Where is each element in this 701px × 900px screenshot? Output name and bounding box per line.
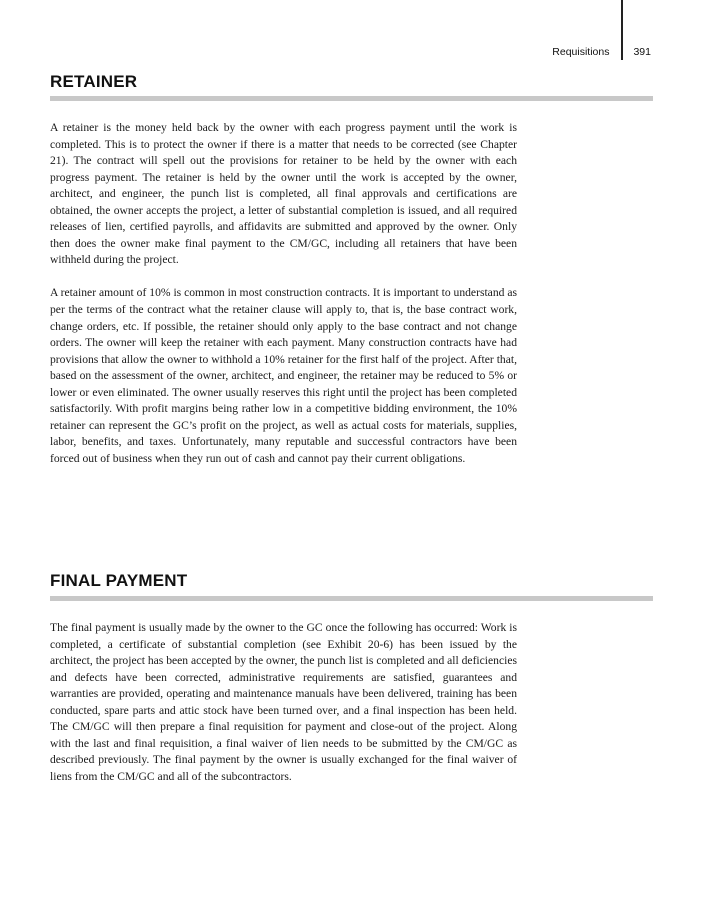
section-body-final-payment <box>50 620 517 802</box>
section-heading-bar <box>50 596 653 601</box>
body-paragraph: The final payment is usually made by the owner to the GC once the following has occurred: Work is completed, a certificate of substantial completion (see Exhibit 20-6) has been issued by the architect, the project has been accepted by the owner, the punch list is completed and all deficiencies and defects have been corrected, administrative requirements are satisfied, guarantees and warranties are provided, operating and maintenance manuals have been delivered, training has been conducted, spare parts and attic stock have been turned over, and a final inspection has been held. The CM/GC will then prepare a final requisition for payment and close-out of the project. Along with the last and final requisition, a final waiver of lien needs to be submitted by the CM/GC as described previously. The final payment by the owner is usually exchanged for the final waiver of liens from the CM/GC and all of the subcontractors. <box>50 621 517 783</box>
section-heading-bar <box>50 96 653 101</box>
section-heading-retainer: RETAINER <box>50 72 138 91</box>
body-paragraph: A retainer is the money held back by the owner with each progress payment until the work is completed. This is to protect the owner if there is a matter that needs to be corrected (see Chapter 21). The contract will spell out the provisions for retainer to be held by the owner with each progress payment. The retainer is held by the owner until the work is accepted by the owner, architect, and engineer, the punch list is completed, all final approvals and certifications are obtained, the owner accepts the project, a letter of substantial completion is issued, and all required releases of lien, certified payrolls, and affidavits are submitted and approved by the owner. Only then does the owner make final payment to the CM/GC, including all retainers that have been withheld during the project. <box>50 121 517 267</box>
section-body-retainer <box>50 120 517 484</box>
running-header-section-name: Requisitions <box>552 46 610 58</box>
body-paragraph: A retainer amount of 10% is common in most construction contracts. It is important to understand as per the terms of the contract what the retainer clause will apply to, that is, the base contract work, change orders, etc. If possible, the retainer should only apply to the base contract and not change orders. The owner will keep the retainer with each payment. Many construction contracts have had provisions that allow the owner to withhold a 10% retainer for the first half of the project. After that, based on the assessment of the owner, architect, and engineer, the retainer may be reduced to 5% or lower or even eliminated. The owner usually reserves this right until the project has been completed satisfactorily. With profit margins being rather low in a competitive bidding environment, the 10% retainer can represent the GC’s profit on the project, as well as actual costs for materials, supplies, labor, benefits, and taxes. Unfortunately, many reputable and successful contractors have been forced out of business when they run out of cash and cannot pay their current obligations. <box>50 286 517 465</box>
section-heading-final-payment: FINAL PAYMENT <box>50 571 188 590</box>
page-number: 391 <box>633 46 651 58</box>
running-header <box>552 46 651 58</box>
